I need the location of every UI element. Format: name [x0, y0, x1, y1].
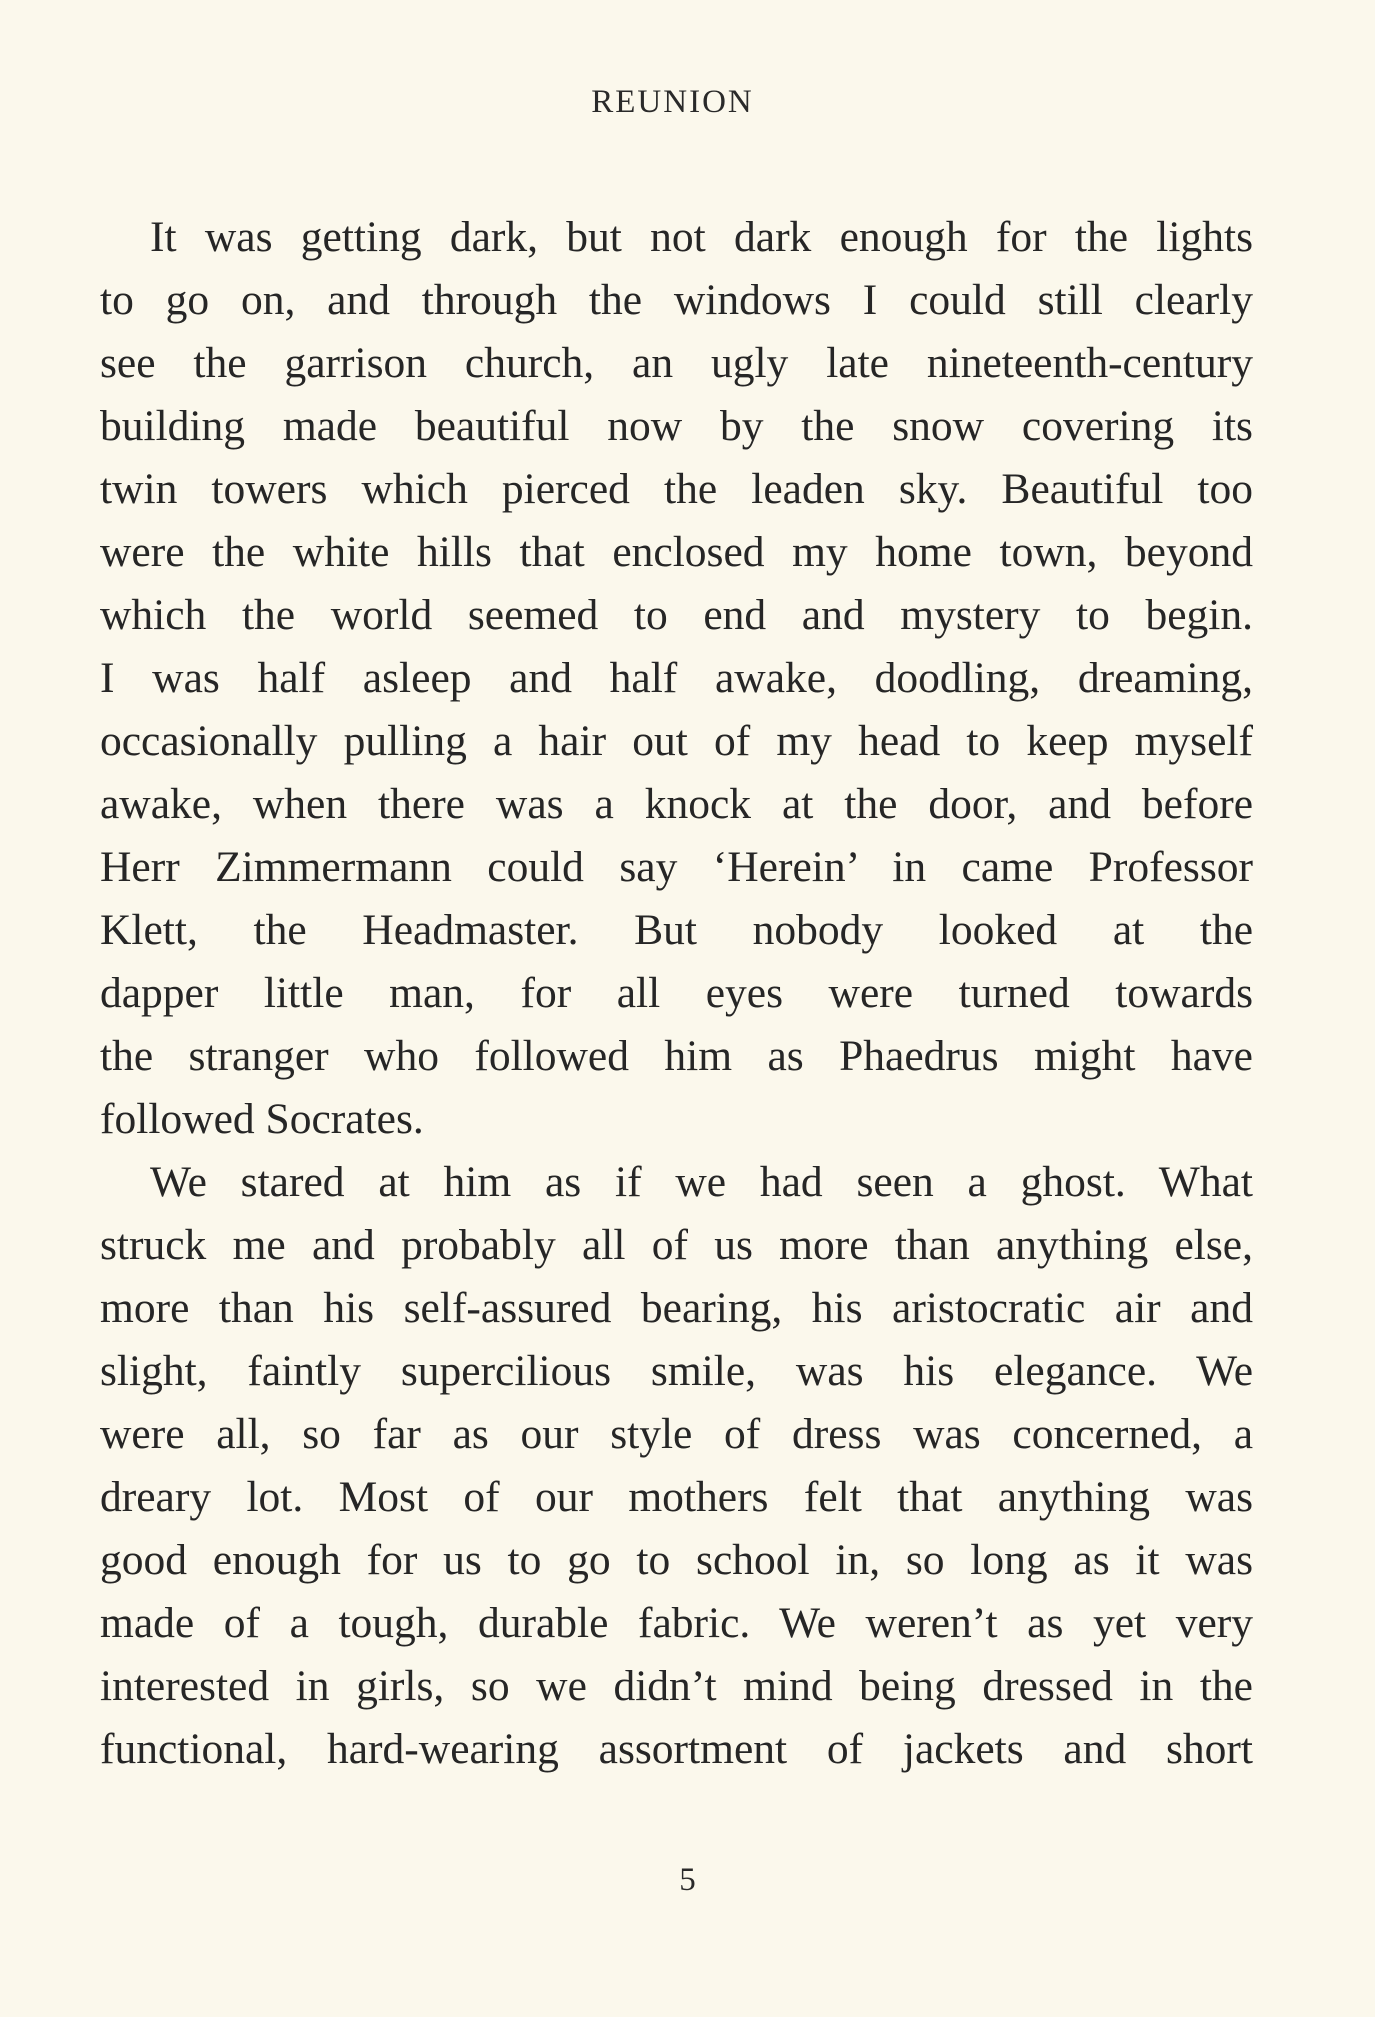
paragraph-2 — [100, 1151, 1253, 1781]
text-line: more than his self-assured bearing, his aristocratic air and — [100, 1284, 1253, 1332]
text-line: dreary lot. Most of our mothers felt that anything was — [100, 1473, 1253, 1521]
text-line: dapper little man, for all eyes were turned towards — [100, 969, 1253, 1017]
body-text — [100, 206, 1253, 1781]
paragraph-1 — [100, 206, 1253, 1151]
text-line: occasionally pulling a hair out of my head to keep myself — [100, 717, 1253, 765]
running-head: REUNION — [591, 84, 754, 120]
text-line: were all, so far as our style of dress was concerned, a — [100, 1410, 1253, 1458]
text-line: I was half asleep and half awake, doodling, dreaming, — [100, 654, 1253, 702]
page-number: 5 — [679, 1862, 696, 1898]
text-line: which the world seemed to end and mystery to begin. — [100, 591, 1253, 639]
text-line: functional, hard-wearing assortment of jackets and short — [100, 1725, 1253, 1773]
text-line: It was getting dark, but not dark enough for the lights — [150, 213, 1253, 261]
text-line: see the garrison church, an ugly late nineteenth-century — [100, 339, 1253, 387]
text-line: to go on, and through the windows I could still clearly — [100, 276, 1253, 324]
text-line: interested in girls, so we didn’t mind being dressed in the — [100, 1662, 1253, 1710]
text-line: slight, faintly supercilious smile, was his elegance. We — [100, 1347, 1253, 1395]
text-line: building made beautiful now by the snow covering its — [100, 402, 1253, 450]
text-line: followed Socrates. — [100, 1095, 424, 1143]
text-line: Klett, the Headmaster. But nobody looked at the — [100, 906, 1253, 954]
text-line: made of a tough, durable fabric. We weren’t as yet very — [100, 1599, 1253, 1647]
text-line: We stared at him as if we had seen a ghost. What — [150, 1158, 1253, 1206]
text-line: awake, when there was a knock at the door, and before — [100, 780, 1253, 828]
text-line: struck me and probably all of us more than anything else, — [100, 1221, 1253, 1269]
text-line: were the white hills that enclosed my home town, beyond — [100, 528, 1253, 576]
text-line: twin towers which pierced the leaden sky. Beautiful too — [100, 465, 1253, 513]
text-line: Herr Zimmermann could say ‘Herein’ in came Professor — [100, 843, 1253, 891]
text-line: the stranger who followed him as Phaedrus might have — [100, 1032, 1253, 1080]
text-line: good enough for us to go to school in, so long as it was — [100, 1536, 1253, 1584]
